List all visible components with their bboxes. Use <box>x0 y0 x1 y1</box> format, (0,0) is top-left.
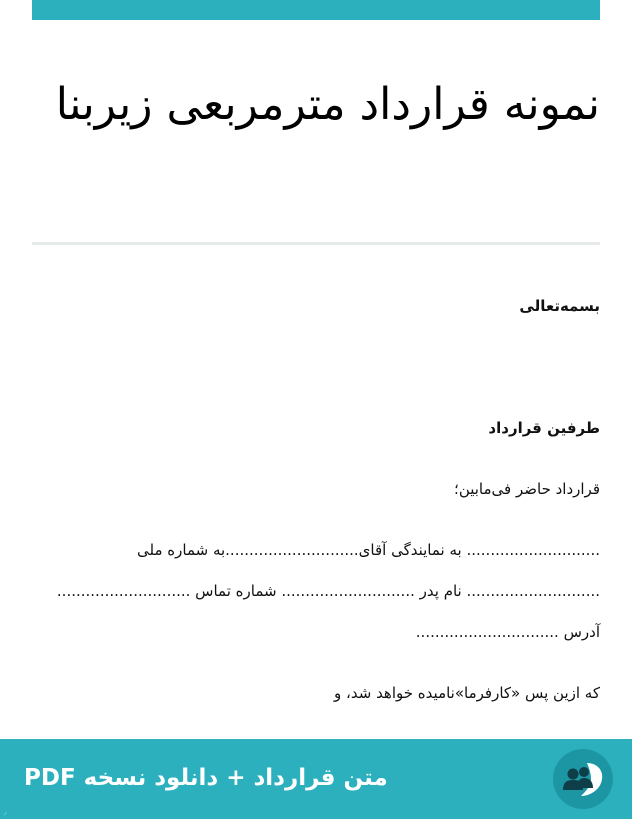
party-line-1: ............................ به نمایندگی آقای............................به شماره ملی <box>137 541 600 559</box>
corner-mark: ٫ <box>4 807 7 816</box>
download-banner[interactable] <box>0 739 632 819</box>
invocation-text: بسمه‌تعالی <box>519 297 600 315</box>
page-title: نمونه قرارداد مترمربعی زیربنا <box>55 79 600 130</box>
section-heading: طرفین قرارداد <box>488 419 600 437</box>
download-banner-text[interactable]: متن قرارداد + دانلود نسخه PDF <box>24 765 388 791</box>
top-accent-bar <box>32 0 600 20</box>
title-divider <box>32 242 600 245</box>
closing-line: که ازین پس «کارفرما»نامیده خواهد شد، و <box>334 684 600 702</box>
intro-line: قرارداد حاضر فی‌مابین؛ <box>454 480 600 498</box>
party-line-2: ............................ نام پدر ............................ شماره تماس ............................ <box>56 582 600 600</box>
address-line: آدرس .............................. <box>415 623 600 641</box>
users-icon <box>553 749 613 809</box>
